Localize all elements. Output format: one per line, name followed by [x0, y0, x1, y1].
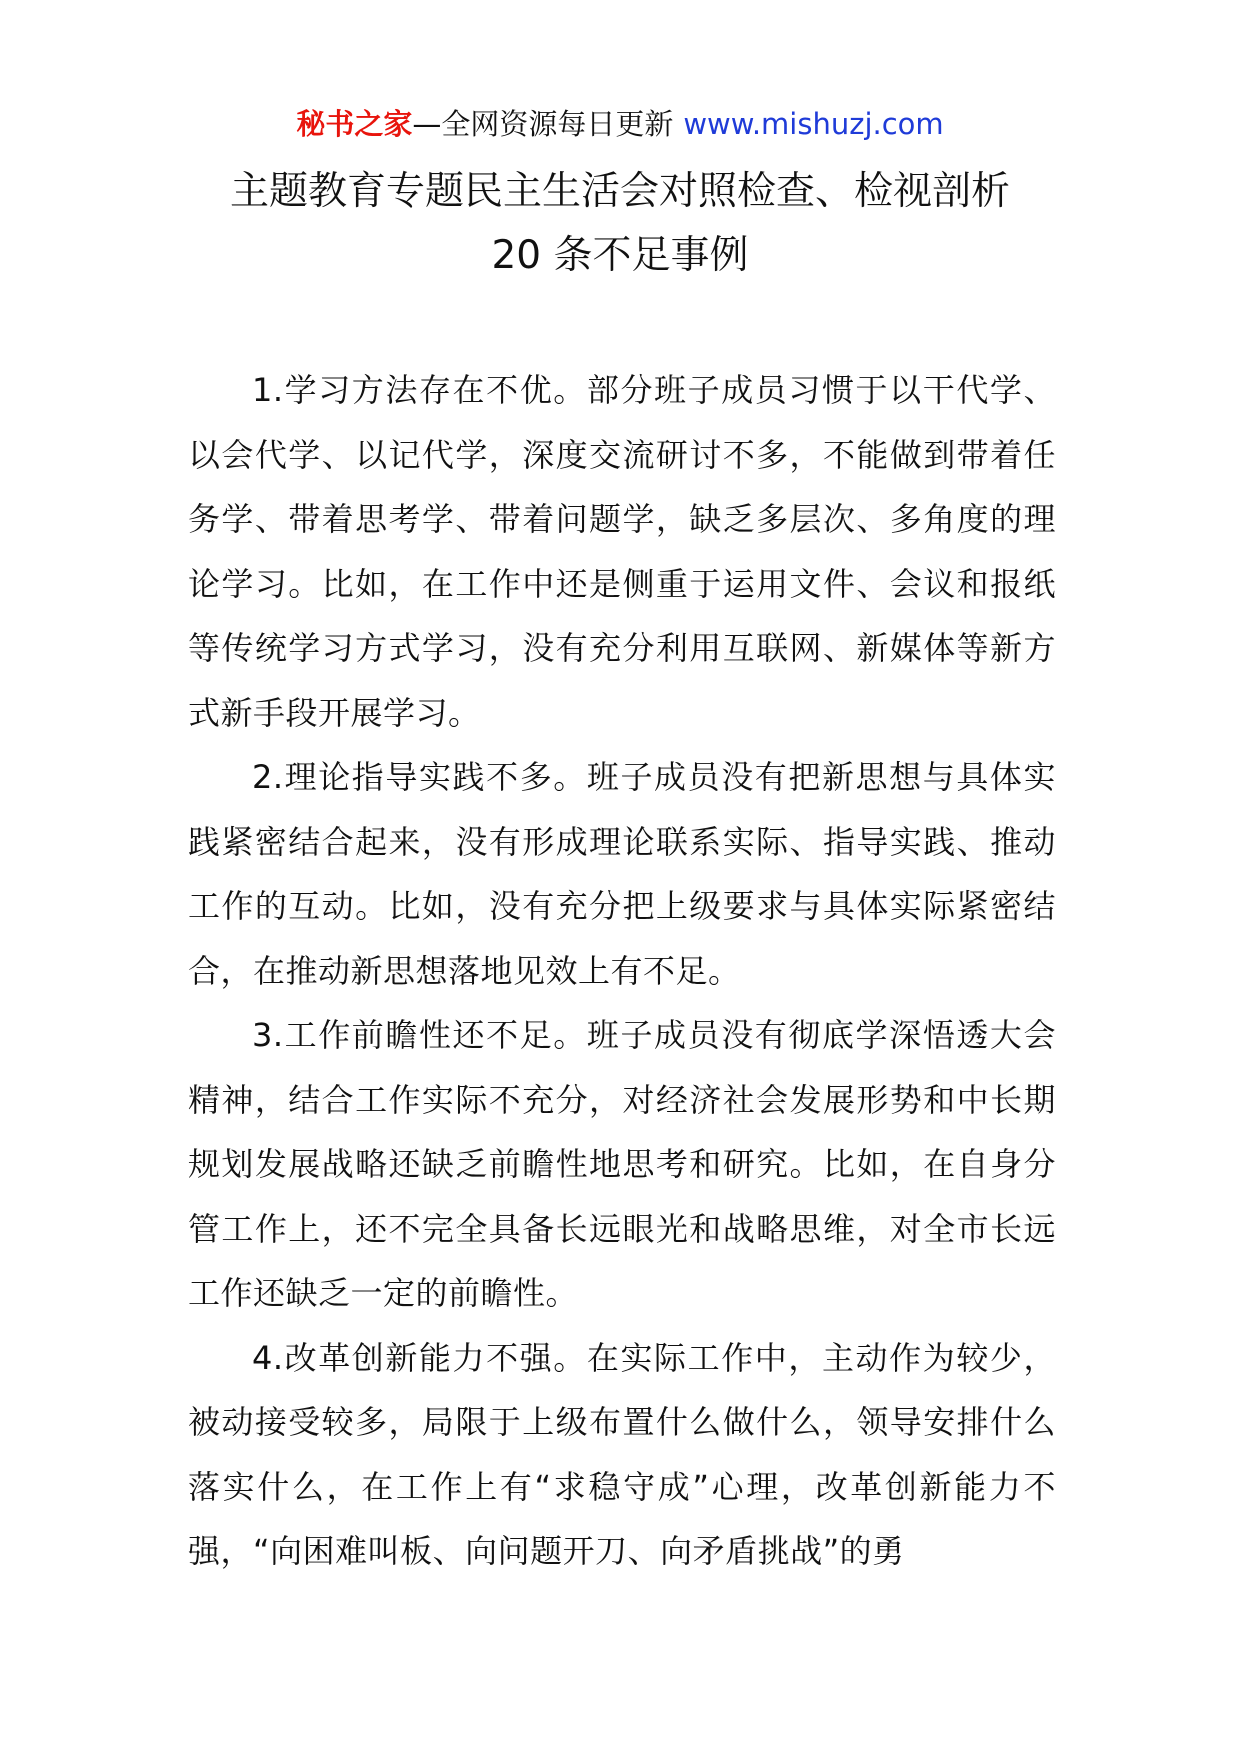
paragraph-4: 4.改革创新能力不强。在实际工作中，主动作为较少，被动接受较多，局限于上级布置什么做什么，领导安排什么落实什么，在工作上有“求稳守成”心理，改革创新能力不强，“向困难叫板、向问题开刀、向矛盾挑战”的勇	[188, 1338, 1056, 1570]
header-slogan: 全网资源每日更新	[441, 107, 674, 141]
document-body	[188, 358, 1056, 1584]
header-url-link[interactable]: www.mishuzj.com	[683, 107, 944, 141]
title-line-1: 主题教育专题民主生活会对照检查、检视剖析	[229, 169, 1010, 214]
source-header	[0, 100, 1240, 148]
title-line-2: 20 条不足事例	[491, 233, 749, 278]
paragraph-2: 2.理论指导实践不多。班子成员没有把新思想与具体实践紧密结合起来，没有形成理论联系实际、指导实践、推动工作的互动。比如，没有充分把上级要求与具体实际紧密结合，在推动新思想落地见效上有不足。	[188, 758, 1056, 990]
document-title	[0, 160, 1240, 288]
paragraph-3: 3.工作前瞻性还不足。班子成员没有彻底学深悟透大会精神，结合工作实际不充分，对经济社会发展形势和中长期规划发展战略还缺乏前瞻性地思考和研究。比如，在自身分管工作上，还不完全具备长远眼光和战略思维，对全市长远工作还缺乏一定的前瞻性。	[188, 1016, 1056, 1312]
header-dash: —	[412, 107, 442, 141]
paragraph-1: 1.学习方法存在不优。部分班子成员习惯于以干代学、以会代学、以记代学，深度交流研讨不多，不能做到带着任务学、带着思考学、带着问题学，缺乏多层次、多角度的理论学习。比如，在工作中还是侧重于运用文件、会议和报纸等传统学习方式学习，没有充分利用互联网、新媒体等新方式新手段开展学习。	[188, 371, 1056, 732]
brand-name: 秘书之家	[296, 107, 413, 141]
